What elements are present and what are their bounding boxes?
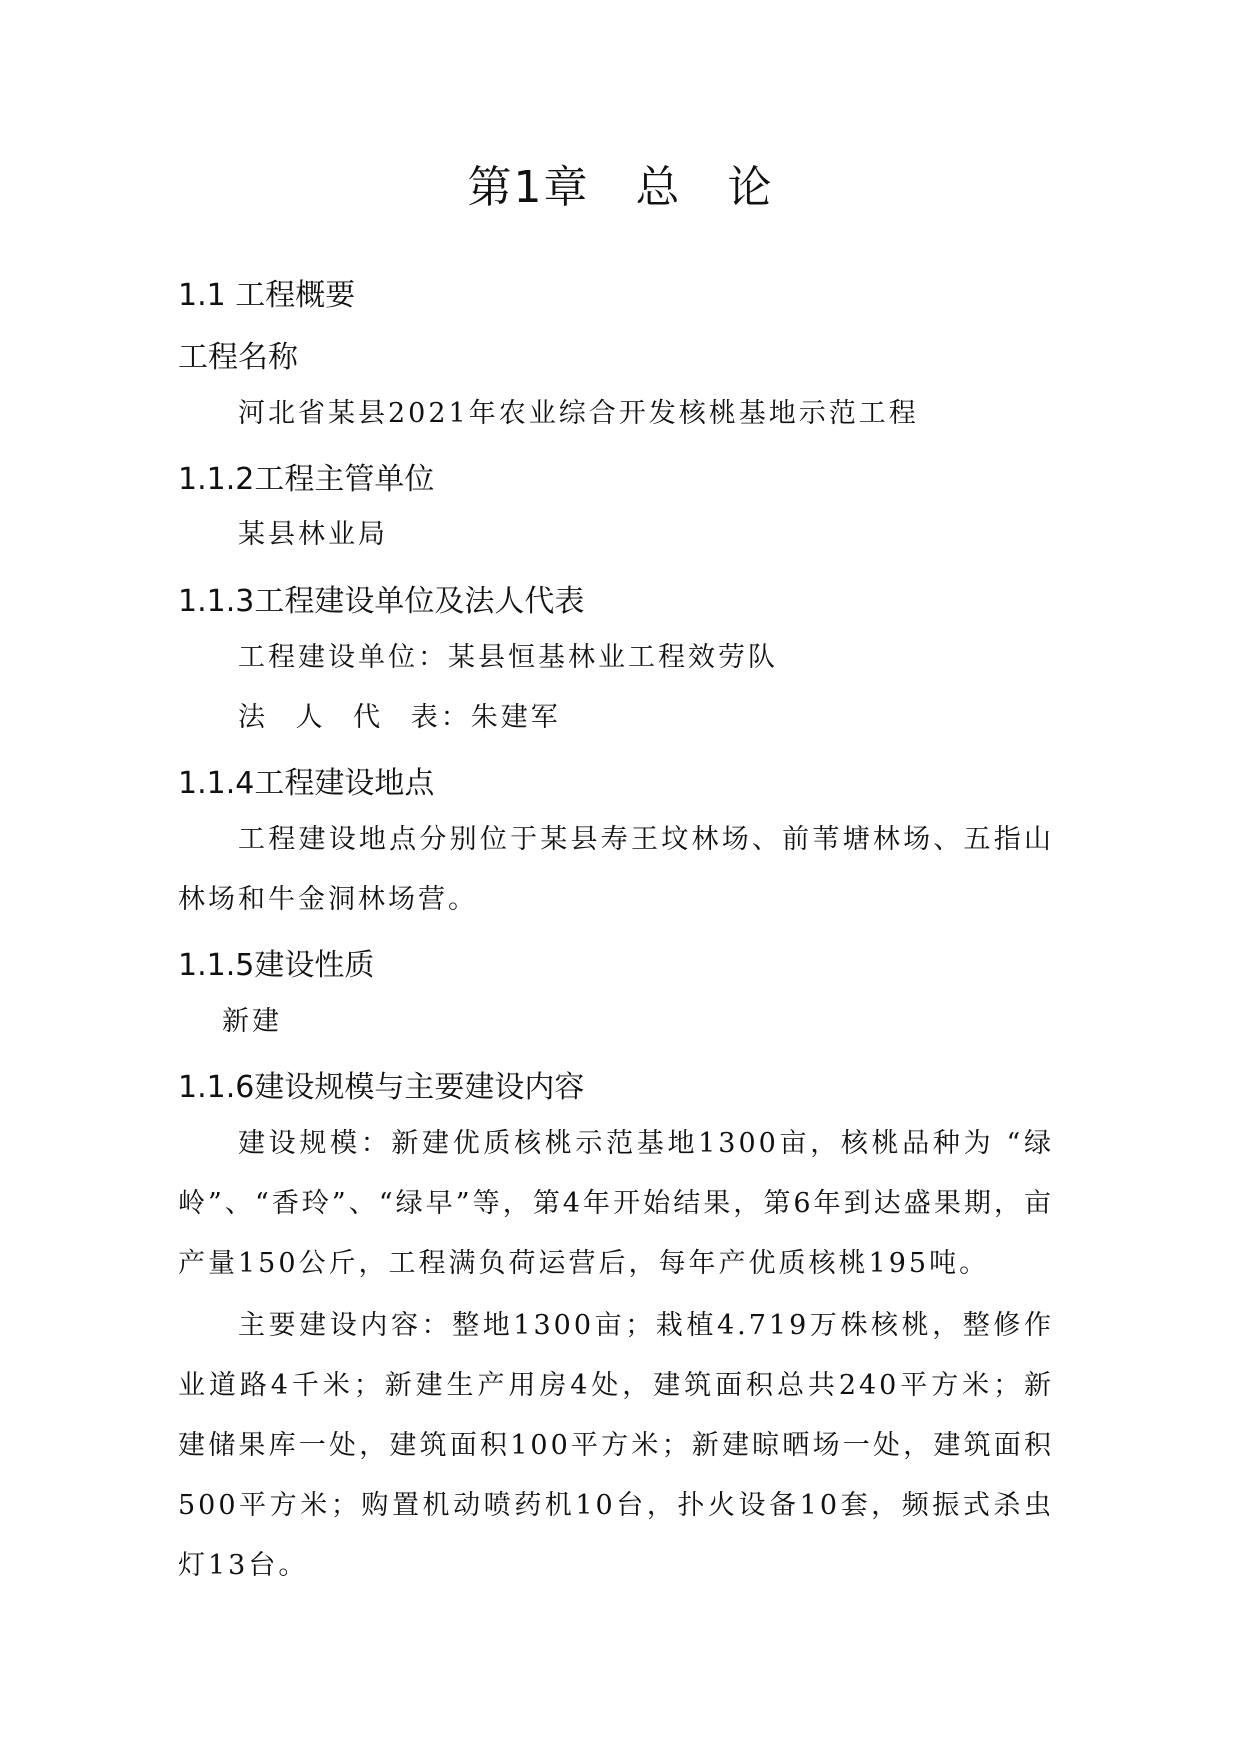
heading-1-1-2: 1.1.2工程主管单位 <box>178 462 435 497</box>
heading-project-name: 工程名称 <box>178 340 298 375</box>
supervising-unit-text: 某县林业局 <box>238 519 388 550</box>
legal-representative-text: 法 人 代 表：朱建军 <box>238 702 561 733</box>
construction-content-text: 主要建设内容：整地1300亩；栽植4.719万株核桃，整修作业道路4千米；新建生产用房4处，建筑面积总共240平方米；新建储果库一处，建筑面积100平方米；新建晾晒场一处，建筑面积500平方米；购置机动喷药机10台，扑火设备10套，频振式杀虫灯13台。 <box>178 1310 1054 1581</box>
heading-1-1-3: 1.1.3工程建设单位及法人代表 <box>178 584 585 619</box>
heading-1-1-5: 1.1.5建设性质 <box>178 948 375 983</box>
construction-nature-text: 新建 <box>222 1006 282 1037</box>
project-name-text: 河北省某县2021年农业综合开发核桃基地示范工程 <box>238 398 919 429</box>
construction-scale-text: 建设规模：新建优质核桃示范基地1300亩，核桃品种为 “绿岭”、“香玲”、“绿早”等，第4年开始结果，第6年到达盛果期，亩产量150公斤，工程满负荷运营后，每年产优质核桃195吨。 <box>178 1128 1054 1279</box>
construction-unit-text: 工程建设单位：某县恒基林业工程效劳队 <box>238 642 778 673</box>
heading-1-1-4: 1.1.4工程建设地点 <box>178 766 435 801</box>
heading-1-1-6: 1.1.6建设规模与主要建设内容 <box>178 1070 585 1105</box>
chapter-title: 第1章 总 论 <box>467 162 774 213</box>
heading-1-1: 1.1 工程概要 <box>178 278 356 313</box>
construction-site-text: 工程建设地点分别位于某县寿王坟林场、前苇塘林场、五指山林场和牛金洞林场营。 <box>178 824 1054 915</box>
